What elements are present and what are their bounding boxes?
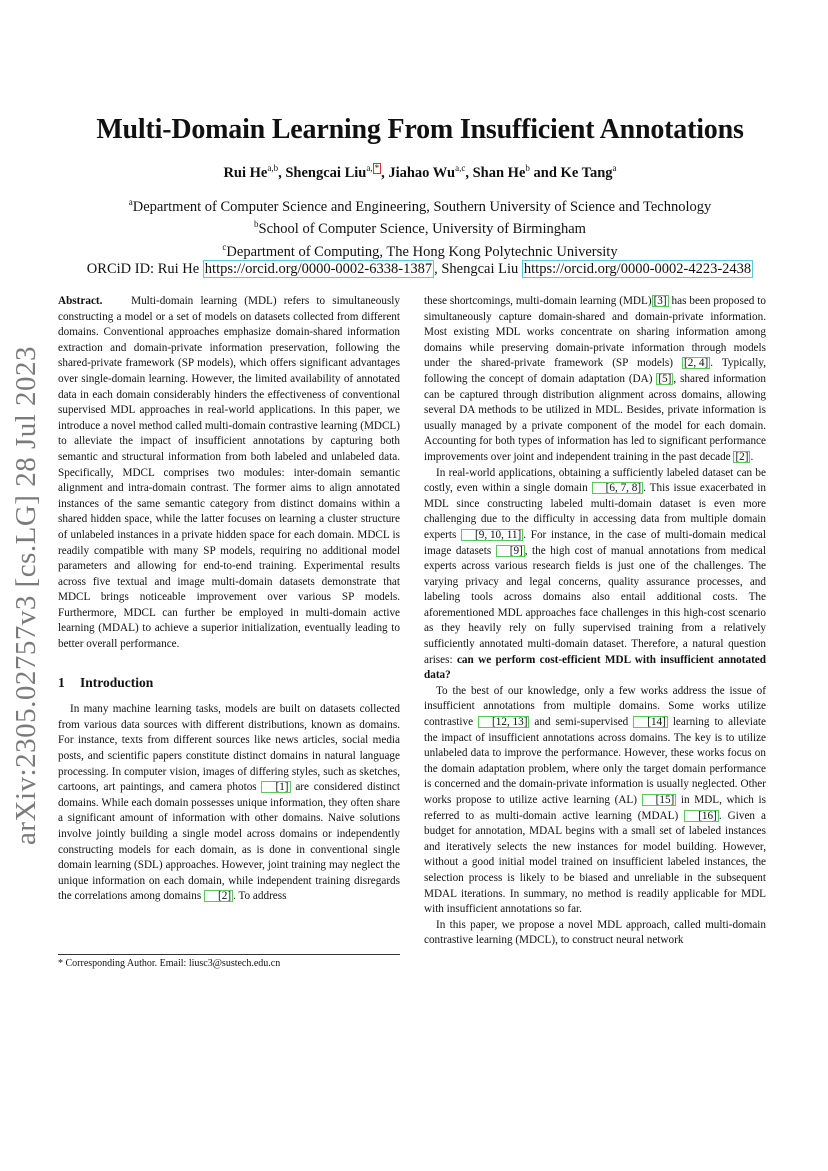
citation-link[interactable]: [6, 7, 8] bbox=[592, 482, 643, 494]
corresponding-footnote-link[interactable]: * bbox=[374, 163, 380, 173]
arxiv-identifier: arXiv:2305.02757v3 [cs.LG] 28 Jul 2023 bbox=[10, 345, 42, 845]
orcid-link-shengcai-liu[interactable]: https://orcid.org/0000-0002-4223-2438 bbox=[523, 260, 752, 277]
author-separator: and bbox=[529, 164, 561, 181]
author-affil-mark: b bbox=[525, 163, 530, 173]
citation-link[interactable]: [3] bbox=[653, 295, 667, 307]
author-rui-he: Rui He bbox=[223, 164, 268, 181]
citation-link[interactable]: [2] bbox=[735, 450, 749, 463]
author-shengcai-liu: Shengcai Liu bbox=[285, 164, 367, 181]
citation-link[interactable]: [2, 4] bbox=[684, 357, 709, 370]
author-list bbox=[60, 163, 780, 182]
affiliations bbox=[60, 194, 780, 278]
intro-paragraph-1-cont: these shortcomings, multi-domain learning (MDL) [3] has been proposed to simultaneously capture domain-shared and domain-private information. Most existing MDL works concentrate on sharing information among domains while preserving domain-private information through models under the shared-private framework (SP models) [2, 4] . Typically, following the concept of domain adaptation (DA) [5] , shared information can be captured through distribution alignment across domains, allowing several DA methods to be utilized in MDL. Besides, private information is usually managed by a private component of the model for each domain. Accounting for both types of information has led to significant performance improvements over joint and independent training in the past decade [2] . bbox=[424, 295, 766, 463]
abstract-text: Multi-domain learning (MDL) refers to simultaneously constructing a model or a set of models on datasets collected from different domains. Conventional approaches emphasize domain-shared information extraction and domain-private information preservation, following the shared-private framework (SP models), which offers significant advantages over single-domain learning. However, the limited availability of annotated data in each domain considerably hinders the effectiveness of conventional supervised MDL approaches in real-world applications. In this paper, we introduce a novel method called multi-domain contrastive learning (MDCL) to alleviate the impact of insufficient annotations by capturing both semantic and structural information from both labeled and unlabeled data. Specifically, MDCL comprises two modules: inter-domain semantic alignment and intra-domain contrast. The former aims to align annotated instances of the same semantic category from distinct domains within a shared hidden space, while the latter focuses on learning a cluster structure of unlabeled instances in a private hidden space for each domain. MDCL is readily compatible with many SP models, requiring no additional model parameters and allowing for end-to-end training. Experimental results across five textual and image multi-domain datasets demonstrate that MDCL brings noticeable improvement over various SP models. Furthermore, MDCL can further be employed in multi-domain active learning (MDAL) to achieve a superior initialization, eventually leading to better overall performance. bbox=[58, 295, 400, 651]
affiliation-b: $^b$School of Computer Science, University of Birmingham bbox=[254, 219, 586, 238]
abstract bbox=[58, 294, 400, 653]
author-ke-tang: Ke Tang bbox=[560, 164, 613, 181]
author-separator: , bbox=[381, 164, 389, 181]
affiliation-c: $^c$Department of Computing, The Hong Kong Polytechnic University bbox=[222, 241, 618, 260]
author-separator: , bbox=[465, 164, 473, 181]
author-affil-mark: a,c bbox=[455, 163, 466, 173]
author-affil-mark: a,b bbox=[267, 163, 279, 173]
citation-link[interactable]: [16] bbox=[684, 810, 719, 822]
footnote-rule bbox=[58, 954, 400, 955]
citation-link[interactable]: [2] bbox=[204, 890, 233, 902]
citation-link[interactable]: [9, 10, 11] bbox=[461, 529, 523, 541]
section-heading-introduction: 1 Introduction bbox=[58, 674, 154, 690]
citation-link[interactable]: [1] bbox=[261, 781, 290, 793]
author-affil-mark: a, * bbox=[366, 163, 380, 173]
intro-paragraph-2: In real-world applications, obtaining a sufficiently labeled dataset can be costly, even within a single domain [6, 7, 8] . This issue exacerbated in MDL since constructing labeled multi-domain dataset is even more challenging due to the difficulty in accessing data from multiple domain experts [9, 10, 11] . For instance, in the case of multi-domain medical image datasets [9] , the high cost of manual annotations from medical experts across various research fields is just one of the challenges. The varying privacy and legal concerns, quality assurance processes, and labeling tools across domains also entail additional costs. The aforementioned MDL approaches face challenges in this high-cost scenario as they heavily rely on fully supervised training from a relatively sufficiently annotated multi-domain dataset. Therefore, a natural question arises: can we perform cost-efficient MDL with insufficient annotated data? bbox=[424, 466, 766, 682]
author-shan-he: Shan He bbox=[472, 164, 526, 181]
affiliation-a: $^a$Department of Computer Science and Engineering, Southern University of Science and Technology bbox=[128, 197, 712, 215]
author-affil-mark: a bbox=[612, 163, 617, 173]
footnote: * Corresponding Author. Email: liusc3@sustech.edu.cn bbox=[58, 958, 281, 969]
intro-paragraph-3: To the best of our knowledge, only a few works address the issue of insufficient annotations from multiple domains. Some works utilize contrastive [12, 13] and semi-supervised [14] learning to alleviate the impact of insufficient annotations across domains. The key is to utilize unlabeled data to improve the performance. However, these works focus on the domain adaptation problem, where only the target domain performance is concerned and the domain-private information is usually neglected. Other works propose to utilize active learning (AL) [15] in MDL, which is referred to as multi-domain active learning (MDAL) [16] . Given a budget for annotation, MDAL begins with a small set of labeled instances and iteratively selects the new instances for model building. However, without a good initial model trained on insufficient labeled instances, the selection process is likely to be biased and unreliable in the subsequent MDAL iterations. In summary, no method is readily applicable for MDL with insufficient annotations so far. bbox=[424, 684, 767, 916]
citation-link[interactable]: [14] bbox=[633, 716, 668, 728]
citation-link[interactable]: [12, 13] bbox=[478, 716, 529, 728]
right-column bbox=[424, 294, 766, 949]
abstract-label: Abstract. bbox=[58, 295, 103, 307]
left-column bbox=[58, 294, 400, 905]
intro-paragraph-1: In many machine learning tasks, models are built on datasets collected from various data sources with different distributions, known as domains. For instance, texts from different sources like news articles, social media posts, and scientific papers constitute distinct domains in natural language processing. In computer vision, images of differing styles, such as sketches, cartoons, art paintings, and camera photos [1] are considered distinct domains. While each domain possesses unique information, they often share a significant amount of information with other domains. Naive solutions involve jointly building a single model across domains or independently constructing models for each domain, as is done in conventional single domain learning (SDL) approaches. However, joint training may neglect the unique information on each domain, while independent training disregards the correlations among domains [2] . To address bbox=[58, 703, 401, 903]
citation-link[interactable]: [15] bbox=[642, 794, 677, 806]
author-jiahao-wu: Jiahao Wu bbox=[388, 164, 456, 181]
research-question: can we perform cost-efficient MDL with insufficient annotated data? bbox=[424, 653, 766, 682]
orcid-line: ORCiD ID: Rui He https://orcid.org/0000-0002-6338-1387 , Shengcai Liu https://orcid.org/0000-0002-4223-2438 bbox=[86, 260, 752, 277]
orcid-link-rui-he[interactable]: https://orcid.org/0000-0002-6338-1387 bbox=[204, 260, 433, 277]
intro-paragraph-4: In this paper, we propose a novel MDL approach, called multi-domain contrastive learning (MDCL), to construct neural network bbox=[424, 918, 766, 947]
citation-link[interactable]: [5] bbox=[658, 372, 672, 385]
citation-link[interactable]: [9] bbox=[496, 545, 525, 557]
author-separator: , bbox=[278, 164, 286, 181]
paper-title: Multi-Domain Learning From Insufficient Annotations bbox=[96, 114, 744, 145]
